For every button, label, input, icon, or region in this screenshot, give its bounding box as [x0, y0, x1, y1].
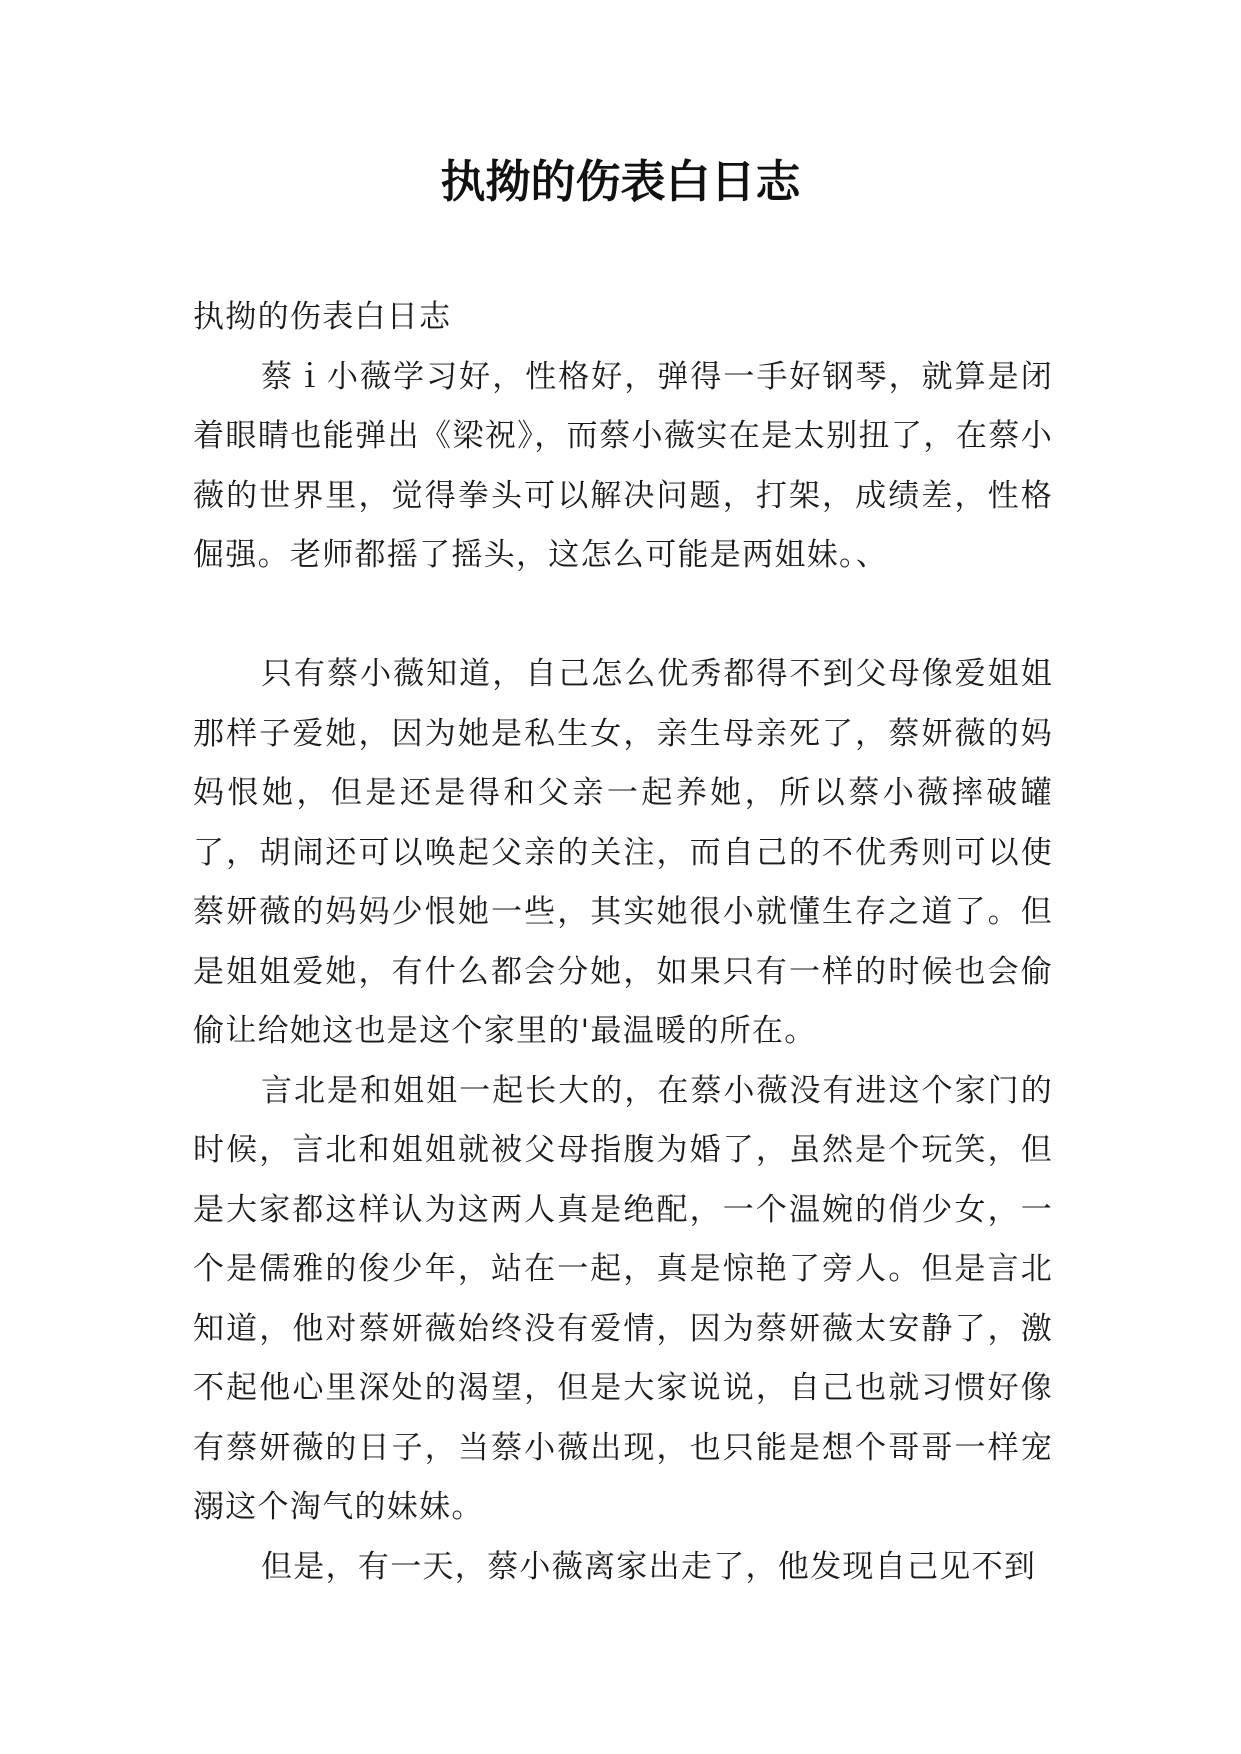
paragraph-2: 只有蔡小薇知道，自己怎么优秀都得不到父母像爱姐姐那样子爱她，因为她是私生女，亲生母亲死了，蔡妍薇的妈妈恨她，但是还是得和父亲一起养她，所以蔡小薇摔破罐了，胡闹还可以唤起父亲的关注，而自己的不优秀则可以使蔡妍薇的妈妈少恨她一些，其实她很小就懂生存之道了。但是姐姐爱她，有什么都会分她，如果只有一样的时候也会偷偷让给她这也是这个家里的'最温暖的所在。: [193, 656, 1053, 1049]
document-title: 执拗的伤表白日志: [440, 155, 801, 208]
paragraph-1: 蔡ｉ小薇学习好，性格好，弹得一手好钢琴，就算是闭着眼睛也能弹出《梁祝》，而蔡小薇实在是太别扭了，在蔡小薇的世界里，觉得拳头可以解决问题，打架，成绩差，性格倔强。老师都摇了摇头，这怎么可能是两姐妹。、: [193, 358, 1053, 573]
document-body: [193, 288, 1053, 1597]
paragraph-3: 言北是和姐姐一起长大的，在蔡小薇没有进这个家门的时候，言北和姐姐就被父母指腹为婚了，虽然是个玩笑，但是大家都这样认为这两人真是绝配，一个温婉的俏少女，一个是儒雅的俊少年，站在一起，真是惊艳了旁人。但是言北知道，他对蔡妍薇始终没有爱情，因为蔡妍薇太安静了，激不起他心里深处的渴望，但是大家说说，自己也就习惯好像有蔡妍薇的日子，当蔡小薇出现，也只能是想个哥哥一样宠溺这个淘气的妹妹。: [193, 1072, 1053, 1525]
paragraph-4: 但是，有一天，蔡小薇离家出走了，他发现自己见不到: [261, 1548, 1037, 1585]
paragraph-gap: [193, 586, 1053, 646]
document-subtitle: 执拗的伤表白日志: [193, 299, 452, 335]
